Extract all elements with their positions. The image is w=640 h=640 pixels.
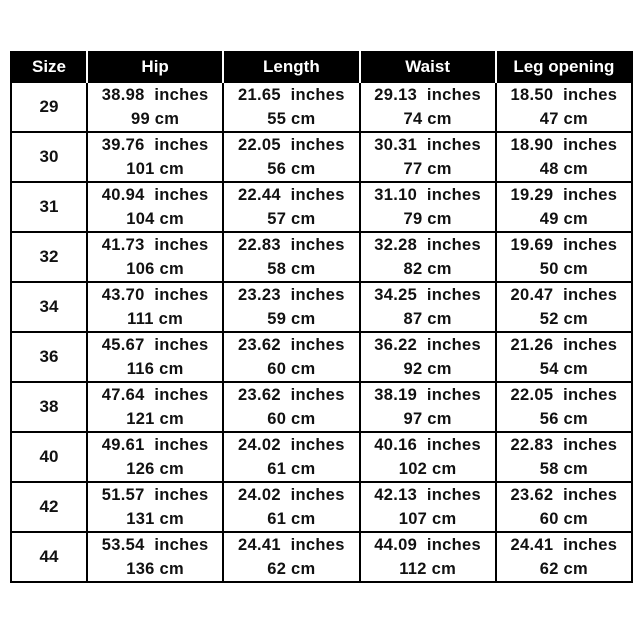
value-cm: 50 cm [539, 260, 589, 278]
value-inches: 19.69 inches [510, 236, 618, 254]
value-cm: 74 cm [403, 110, 452, 128]
table-row [11, 432, 632, 482]
header-length: Length [223, 52, 359, 82]
value-inches: 23.62 inches [238, 386, 345, 404]
value-cm: 121 cm [126, 410, 184, 428]
value-inches: 47.64 inches [101, 386, 209, 404]
value-cm: 82 cm [403, 260, 452, 278]
value-cm: 47 cm [539, 110, 589, 128]
value-inches: 18.90 inches [510, 136, 618, 154]
value-cm: 49 cm [539, 210, 589, 228]
table-row [11, 182, 632, 232]
leg-opening-cell [496, 232, 632, 282]
value-inches: 40.16 inches [374, 436, 481, 454]
value-inches: 21.26 inches [510, 336, 618, 354]
value-inches: 30.31 inches [374, 136, 481, 154]
value-inches: 41.73 inches [101, 236, 209, 254]
hip-cell [87, 132, 223, 182]
leg-opening-cell [496, 182, 632, 232]
value-inches: 43.70 inches [101, 286, 209, 304]
value-inches: 34.25 inches [374, 286, 481, 304]
length-cell [223, 282, 359, 332]
value-inches: 23.62 inches [238, 336, 345, 354]
hip-cell [87, 232, 223, 282]
value-inches: 18.50 inches [510, 86, 618, 104]
leg-opening-cell [496, 82, 632, 132]
value-cm: 87 cm [403, 310, 452, 328]
waist-cell [360, 182, 496, 232]
length-cell [223, 482, 359, 532]
size-cell: 34 [11, 282, 87, 332]
value-inches: 38.19 inches [374, 386, 481, 404]
value-inches: 24.02 inches [238, 486, 345, 504]
length-cell [223, 432, 359, 482]
value-cm: 126 cm [126, 460, 184, 478]
table-row [11, 82, 632, 132]
value-inches: 36.22 inches [374, 336, 481, 354]
value-cm: 107 cm [398, 510, 457, 528]
value-inches: 39.76 inches [101, 136, 209, 154]
hip-cell [87, 82, 223, 132]
value-inches: 32.28 inches [374, 236, 481, 254]
waist-cell [360, 82, 496, 132]
value-inches: 23.62 inches [510, 486, 618, 504]
value-cm: 60 cm [539, 510, 589, 528]
table-row [11, 232, 632, 282]
leg-opening-cell [496, 532, 632, 582]
waist-cell [360, 232, 496, 282]
table-row [11, 482, 632, 532]
length-cell [223, 132, 359, 182]
value-inches: 22.83 inches [238, 236, 345, 254]
value-cm: 116 cm [126, 360, 184, 378]
value-inches: 24.41 inches [510, 536, 618, 554]
value-cm: 111 cm [127, 310, 184, 328]
waist-cell [360, 282, 496, 332]
value-inches: 22.83 inches [510, 436, 618, 454]
value-cm: 102 cm [398, 460, 457, 478]
value-cm: 48 cm [539, 160, 589, 178]
size-chart-table [10, 51, 633, 583]
value-inches: 45.67 inches [101, 336, 209, 354]
waist-cell [360, 432, 496, 482]
value-cm: 58 cm [539, 460, 589, 478]
value-cm: 57 cm [267, 210, 316, 228]
header-row [11, 52, 632, 82]
hip-cell [87, 482, 223, 532]
value-inches: 19.29 inches [510, 186, 618, 204]
leg-opening-cell [496, 382, 632, 432]
value-cm: 56 cm [267, 160, 316, 178]
value-inches: 29.13 inches [374, 86, 481, 104]
header-waist: Waist [360, 52, 496, 82]
header-leg-opening: Leg opening [496, 52, 632, 82]
value-inches: 24.02 inches [238, 436, 345, 454]
length-cell [223, 182, 359, 232]
length-cell [223, 332, 359, 382]
value-cm: 104 cm [126, 210, 184, 228]
value-inches: 23.23 inches [238, 286, 345, 304]
size-cell: 36 [11, 332, 87, 382]
table-body [11, 82, 632, 582]
size-cell: 44 [11, 532, 87, 582]
hip-cell [87, 282, 223, 332]
size-cell: 40 [11, 432, 87, 482]
header-size: Size [11, 52, 87, 82]
leg-opening-cell [496, 332, 632, 382]
header-hip: Hip [87, 52, 223, 82]
length-cell [223, 382, 359, 432]
table-row [11, 132, 632, 182]
size-cell: 29 [11, 82, 87, 132]
value-cm: 59 cm [267, 310, 316, 328]
value-cm: 60 cm [267, 360, 316, 378]
value-cm: 112 cm [399, 560, 457, 578]
value-cm: 136 cm [126, 560, 184, 578]
table-row [11, 282, 632, 332]
size-cell: 42 [11, 482, 87, 532]
value-cm: 79 cm [403, 210, 452, 228]
value-inches: 22.44 inches [238, 186, 345, 204]
size-cell: 30 [11, 132, 87, 182]
value-cm: 56 cm [539, 410, 589, 428]
waist-cell [360, 382, 496, 432]
leg-opening-cell [496, 282, 632, 332]
length-cell [223, 532, 359, 582]
size-cell: 38 [11, 382, 87, 432]
value-inches: 42.13 inches [374, 486, 481, 504]
waist-cell [360, 482, 496, 532]
hip-cell [87, 332, 223, 382]
value-cm: 61 cm [267, 510, 316, 528]
value-inches: 38.98 inches [101, 86, 209, 104]
value-cm: 62 cm [539, 560, 589, 578]
value-cm: 55 cm [267, 110, 316, 128]
value-cm: 99 cm [130, 110, 180, 128]
value-inches: 21.65 inches [238, 86, 345, 104]
value-inches: 31.10 inches [374, 186, 481, 204]
value-inches: 20.47 inches [510, 286, 618, 304]
waist-cell [360, 332, 496, 382]
value-inches: 22.05 inches [510, 386, 618, 404]
value-cm: 92 cm [403, 360, 452, 378]
leg-opening-cell [496, 132, 632, 182]
value-inches: 24.41 inches [238, 536, 345, 554]
value-cm: 52 cm [539, 310, 589, 328]
length-cell [223, 82, 359, 132]
size-cell: 32 [11, 232, 87, 282]
value-cm: 106 cm [126, 260, 184, 278]
value-cm: 101 cm [126, 160, 184, 178]
table-row [11, 532, 632, 582]
leg-opening-cell [496, 482, 632, 532]
value-inches: 40.94 inches [101, 186, 209, 204]
value-inches: 49.61 inches [101, 436, 209, 454]
hip-cell [87, 382, 223, 432]
value-inches: 44.09 inches [374, 536, 481, 554]
leg-opening-cell [496, 432, 632, 482]
value-cm: 54 cm [539, 360, 589, 378]
value-cm: 58 cm [267, 260, 316, 278]
value-cm: 62 cm [267, 560, 316, 578]
value-inches: 22.05 inches [238, 136, 345, 154]
size-cell: 31 [11, 182, 87, 232]
table-row [11, 332, 632, 382]
length-cell [223, 232, 359, 282]
table-row [11, 382, 632, 432]
hip-cell [87, 532, 223, 582]
value-cm: 61 cm [267, 460, 316, 478]
hip-cell [87, 432, 223, 482]
value-cm: 77 cm [403, 160, 452, 178]
waist-cell [360, 532, 496, 582]
value-inches: 51.57 inches [101, 486, 209, 504]
hip-cell [87, 182, 223, 232]
value-cm: 60 cm [267, 410, 316, 428]
value-inches: 53.54 inches [101, 536, 209, 554]
waist-cell [360, 132, 496, 182]
value-cm: 131 cm [126, 510, 184, 528]
value-cm: 97 cm [403, 410, 452, 428]
